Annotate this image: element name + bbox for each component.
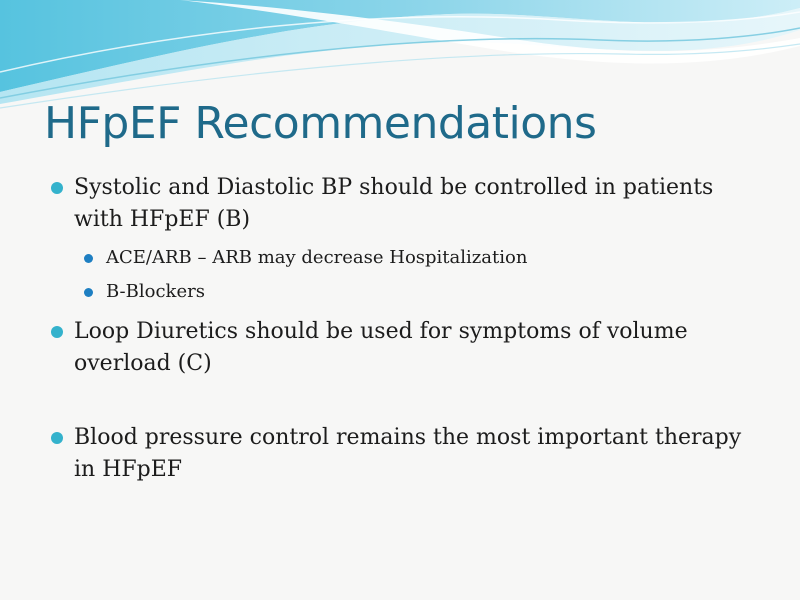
bullet-text: Systolic and Diastolic BP should be controlled in patients with HFpEF (B) [74,175,714,232]
sub-bullet-item [44,246,764,270]
bullet-dot-icon [51,326,63,338]
bullet-dot-icon [51,182,63,194]
sub-bullet-dot-icon [84,254,93,263]
bullet-item [44,316,764,380]
bullet-dot-icon [51,432,63,444]
sub-bullet-text: B-Blockers [106,281,205,302]
sub-bullet-item [44,280,764,304]
sub-bullet-dot-icon [84,288,93,297]
slide-title: HFpEF Recommendations [44,98,597,149]
bullet-item [44,172,764,236]
sub-bullet-text: ACE/ARB – ARB may decrease Hospitalization [106,247,528,268]
bullet-list [44,172,764,486]
bullet-text: Loop Diuretics should be used for symptoms of volume overload (C) [74,319,688,376]
bullet-item [44,422,764,486]
bullet-text: Blood pressure control remains the most important therapy in HFpEF [74,425,742,482]
